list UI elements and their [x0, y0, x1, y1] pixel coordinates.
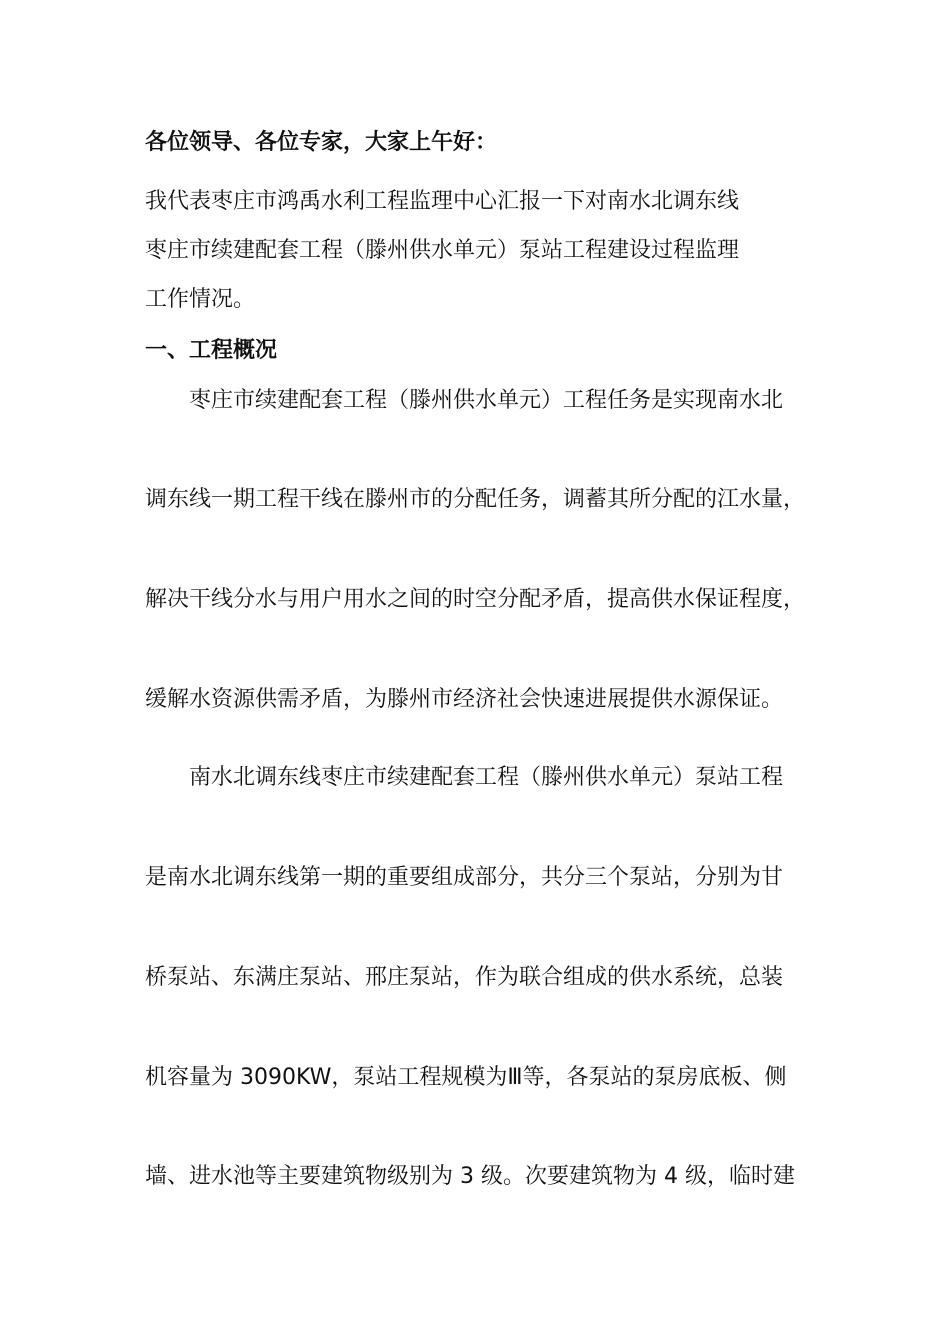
paragraph-line: 缓解水资源供需矛盾，为滕州市经济社会快速进展提供水源保证。 [145, 687, 784, 712]
greeting-heading: 各位领导、各位专家，大家上午好： [145, 130, 498, 155]
intro-line: 枣庄市续建配套工程（滕州供水单元）泵站工程建设过程监理 [145, 238, 740, 263]
paragraph-line: 枣庄市续建配套工程（滕州供水单元）工程任务是实现南水北 [189, 388, 784, 413]
paragraph-line: 调东线一期工程干线在滕州市的分配任务，调蓄其所分配的江水量， [145, 487, 806, 512]
section-heading: 一、工程概况 [145, 338, 278, 363]
paragraph-line: 解决干线分水与用户用水之间的时空分配矛盾，提高供水保证程度， [145, 587, 806, 612]
paragraph-line: 机容量为 3090KW，泵站工程规模为Ⅲ等，各泵站的泵房底板、侧 [145, 1065, 787, 1090]
paragraph-line: 南水北调东线枣庄市续建配套工程（滕州供水单元）泵站工程 [189, 765, 784, 790]
intro-line: 工作情况。 [145, 287, 256, 312]
paragraph-line: 是南水北调东线第一期的重要组成部分，共分三个泵站，分别为甘 [145, 865, 784, 890]
paragraph-line: 桥泵站、东满庄泵站、邢庄泵站，作为联合组成的供水系统，总装 [145, 965, 784, 990]
intro-line: 我代表枣庄市鸿禹水利工程监理中心汇报一下对南水北调东线 [145, 189, 740, 214]
paragraph-line: 墙、进水池等主要建筑物级别为 3 级。次要建筑物为 4 级，临时建 [145, 1164, 795, 1189]
